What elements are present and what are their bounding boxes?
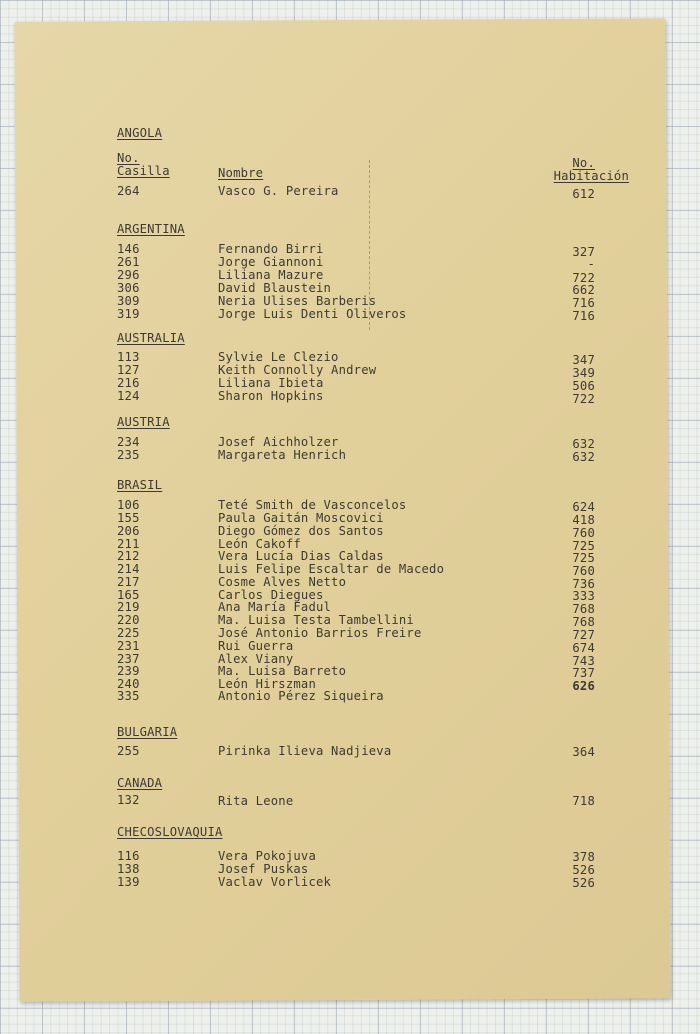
- row-number: 116: [117, 849, 140, 863]
- column-header-room-line1: No.: [572, 156, 595, 170]
- row-name: Jorge Luis Denti Oliveros: [218, 307, 407, 321]
- row-number: 240: [117, 677, 140, 691]
- row-number: 319: [117, 307, 140, 321]
- row-number: 231: [117, 639, 140, 653]
- row-number: 138: [117, 862, 140, 876]
- country-heading-canada: CANADA: [117, 776, 163, 790]
- row-name: Teté Smith de Vasconcelos: [218, 498, 407, 512]
- row-number: 211: [117, 537, 140, 551]
- row-number: 306: [117, 281, 140, 295]
- row-number: 206: [117, 524, 140, 538]
- row-name: Ana María Fadul: [218, 600, 332, 614]
- row-number: 225: [117, 626, 140, 640]
- row-number: 219: [117, 600, 140, 614]
- row-name: Neria Ulises Barberis: [218, 294, 377, 308]
- row-room: 725: [572, 539, 595, 553]
- row-name: Jorge Giannoni: [218, 255, 324, 269]
- row-number: 296: [117, 268, 140, 282]
- row-number: 155: [117, 511, 140, 525]
- row-room: 737: [572, 666, 595, 680]
- row-number: 235: [117, 448, 140, 462]
- country-heading-bulgaria: BULGARIA: [117, 725, 178, 739]
- row-room: 349: [572, 366, 595, 380]
- row-name: Ma. Luisa Barreto: [218, 664, 347, 678]
- row-name: Antonio Pérez Siqueira: [218, 689, 384, 703]
- row-room: 768: [572, 602, 595, 616]
- row-room: 760: [572, 564, 595, 578]
- row-room: 347: [572, 353, 595, 367]
- row-room: 674: [572, 641, 595, 655]
- row-number: 113: [117, 350, 140, 364]
- row-name: Diego Gómez dos Santos: [218, 524, 384, 538]
- row-name: Paula Gaitán Moscovici: [218, 511, 384, 525]
- row-room: 727: [572, 628, 595, 642]
- row-name: Rita Leone: [218, 794, 294, 808]
- row-number: 255: [117, 744, 140, 758]
- row-room: 418: [572, 513, 595, 527]
- row-number: 139: [117, 875, 140, 889]
- row-name: Vaclav Vorlicek: [218, 875, 332, 889]
- country-heading-austria: AUSTRIA: [117, 415, 170, 429]
- row-name: José Antonio Barrios Freire: [218, 626, 422, 640]
- row-name: Vasco G. Pereira: [218, 184, 339, 198]
- row-name: Josef Aichholzer: [218, 435, 339, 449]
- row-number: 309: [117, 294, 140, 308]
- row-room: 526: [572, 863, 595, 877]
- row-number: 220: [117, 613, 140, 627]
- row-number: 216: [117, 376, 140, 390]
- row-name: David Blaustein: [218, 281, 332, 295]
- column-header-room-line2: Habitación: [553, 169, 629, 183]
- row-number: 335: [117, 689, 140, 703]
- row-name: Josef Puskas: [218, 862, 309, 876]
- country-heading-checoslovaquia: CHECOSLOVAQUIA: [117, 825, 223, 839]
- row-number: 127: [117, 363, 140, 377]
- row-name: Keith Connolly Andrew: [218, 363, 377, 377]
- row-room: 725: [572, 551, 595, 565]
- row-room: 718: [572, 794, 595, 808]
- country-heading-brasil: BRASIL: [117, 478, 163, 492]
- row-room: 716: [572, 296, 595, 310]
- row-room: 327: [572, 245, 595, 259]
- row-number: 212: [117, 549, 140, 563]
- row-number: 146: [117, 242, 140, 256]
- row-room: 716: [572, 309, 595, 323]
- row-name: Liliana Mazure: [218, 268, 324, 282]
- row-room: 736: [572, 577, 595, 591]
- row-room: 624: [572, 500, 595, 514]
- row-number: 124: [117, 389, 140, 403]
- row-room: 626: [572, 679, 595, 693]
- row-name: Sylvie Le Clezio: [218, 350, 339, 364]
- row-name: Alex Viany: [218, 652, 294, 666]
- row-name: Sharon Hopkins: [218, 389, 324, 403]
- column-header-number-line2: Casilla: [117, 164, 170, 178]
- row-name: Liliana Ibieta: [218, 376, 324, 390]
- row-number: 165: [117, 588, 140, 602]
- row-number: 214: [117, 562, 140, 576]
- row-room: 632: [572, 450, 595, 464]
- row-name: Vera Pokojuva: [218, 849, 316, 863]
- row-number: 239: [117, 664, 140, 678]
- row-name: Carlos Diegues: [218, 588, 324, 602]
- row-number: 261: [117, 255, 140, 269]
- row-room: 612: [572, 187, 595, 201]
- row-room: 632: [572, 437, 595, 451]
- row-room: 760: [572, 526, 595, 540]
- row-name: Pirinka Ilieva Nadjieva: [218, 744, 392, 758]
- row-name: Cosme Alves Netto: [218, 575, 347, 589]
- country-heading-argentina: ARGENTINA: [117, 222, 185, 236]
- row-room: 526: [572, 876, 595, 890]
- row-number: 237: [117, 652, 140, 666]
- row-room: 662: [572, 283, 595, 297]
- row-room: 333: [572, 589, 595, 603]
- row-name: León Cakoff: [218, 537, 301, 551]
- column-header-number-line1: No.: [117, 151, 140, 165]
- row-room: 506: [572, 379, 595, 393]
- row-room: 364: [572, 745, 595, 759]
- row-room: 722: [572, 271, 595, 285]
- row-room: 768: [572, 615, 595, 629]
- row-name: Margareta Henrich: [218, 448, 347, 462]
- country-heading-angola: ANGOLA: [117, 126, 163, 140]
- row-name: Fernando Birri: [218, 242, 324, 256]
- row-name: Rui Guerra: [218, 639, 294, 653]
- row-room: 743: [572, 654, 595, 668]
- row-name: Vera Lucía Dias Caldas: [218, 549, 384, 563]
- row-name: Luis Felipe Escaltar de Macedo: [218, 562, 445, 576]
- row-room: 378: [572, 850, 595, 864]
- row-room: 722: [572, 392, 595, 406]
- country-heading-australia: AUSTRALIA: [117, 331, 185, 345]
- row-number: 234: [117, 435, 140, 449]
- row-name: Ma. Luisa Testa Tambellini: [218, 613, 414, 627]
- row-room: -: [587, 257, 595, 271]
- row-number: 106: [117, 498, 140, 512]
- column-header-name: Nombre: [218, 166, 264, 180]
- row-number: 264: [117, 184, 140, 198]
- row-number: 132: [117, 793, 140, 807]
- row-number: 217: [117, 575, 140, 589]
- row-name: León Hirszman: [218, 677, 316, 691]
